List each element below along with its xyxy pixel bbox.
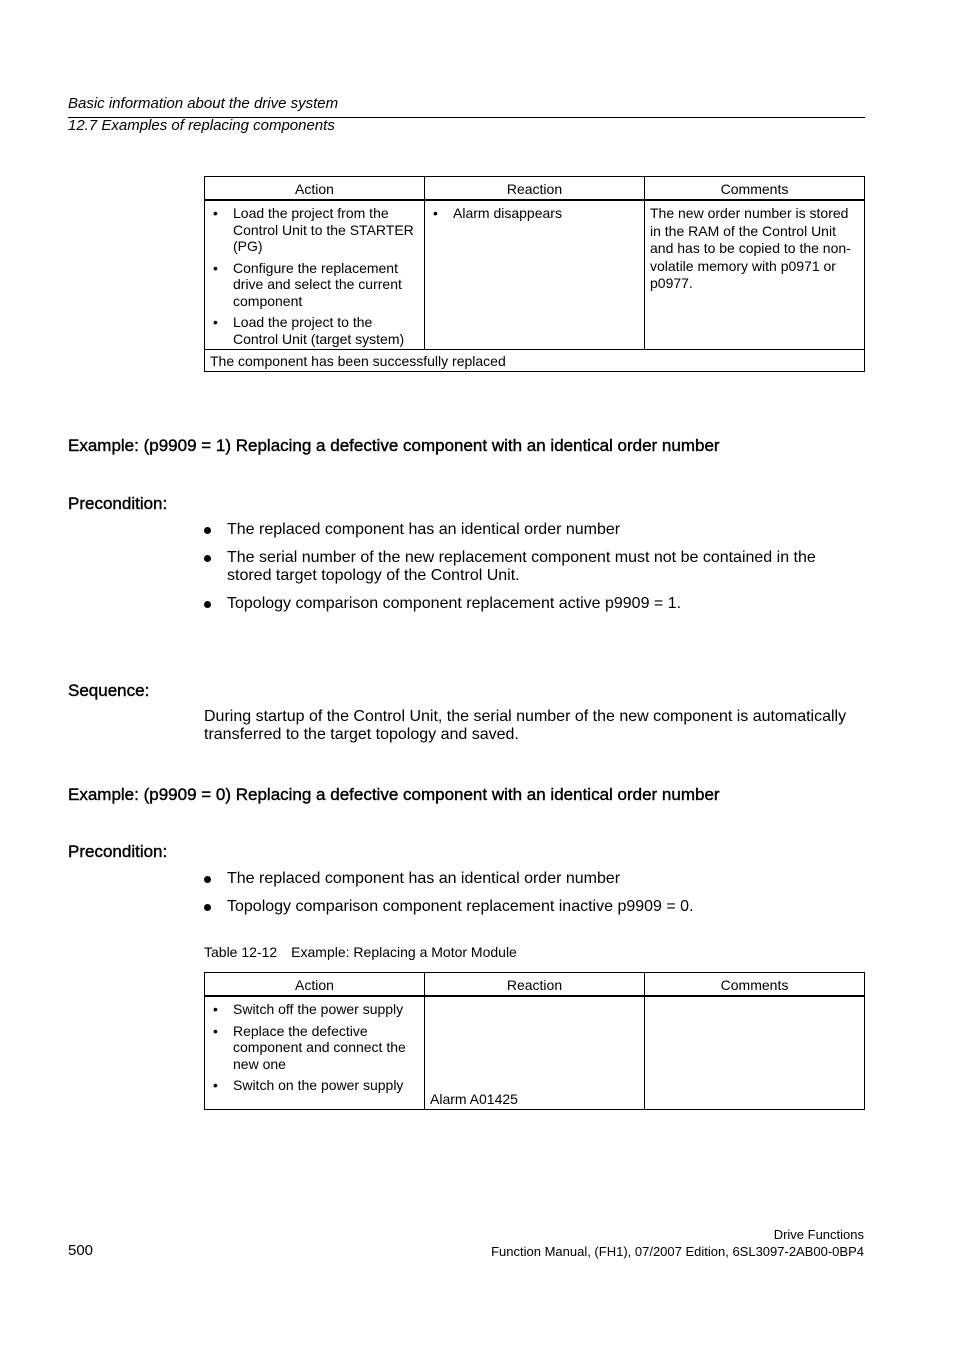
- list-item: • Switch off the power supply: [213, 1001, 404, 1017]
- list-item: • Load the project to the Control Unit (target system): [213, 314, 405, 347]
- column-header-reaction: Reaction: [425, 177, 645, 201]
- reaction-cell: [425, 996, 645, 1109]
- precondition-label: Precondition:: [68, 494, 168, 513]
- list-item: • Alarm disappears: [433, 205, 562, 221]
- sequence-paragraph: During startup of the Control Unit, the serial number of the new component is automatically transferred to the target topology and saved.: [204, 708, 847, 743]
- footer-doc-title: Drive Functions: [773, 1227, 864, 1242]
- action-item-text: Replace the defective component and connect the new one: [233, 1022, 406, 1072]
- table-row: [205, 350, 865, 372]
- bullet-icon: [204, 904, 211, 911]
- precondition-list: [204, 870, 854, 926]
- summary-cell: The component has been successfully replaced: [205, 350, 865, 372]
- page-number: 500: [68, 1242, 94, 1259]
- replacement-table-continued: [204, 176, 865, 372]
- action-item-text: Load the project from the Control Unit to the STARTER (PG): [233, 205, 414, 254]
- reaction-text: Alarm A01425: [430, 1091, 518, 1107]
- comments-cell: The new order number is stored in the RAM of the Control Unit and has to be copied to the non-volatile memory with p0971 or p0977.: [645, 200, 865, 350]
- list-item: • Switch on the power supply: [213, 1077, 404, 1093]
- action-item-text: Switch on the power supply: [233, 1077, 404, 1093]
- precondition-list: [204, 521, 854, 623]
- section-heading-p9909-1: Example: (p9909 = 1) Replacing a defective component with an identical order number: [68, 436, 720, 455]
- action-item-text: Switch off the power supply: [233, 1001, 404, 1017]
- running-header-section: 12.7 Examples of replacing components: [68, 117, 335, 134]
- bullet-icon: [204, 527, 211, 534]
- table-caption: [204, 944, 517, 960]
- list-item: Topology comparison component replacement active p9909 = 1.: [204, 595, 854, 613]
- sequence-label: Sequence:: [68, 681, 150, 700]
- list-item: The replaced component has an identical order number: [204, 521, 854, 539]
- table-caption-title: Example: Replacing a Motor Module: [291, 944, 517, 960]
- bullet-icon: [204, 876, 211, 883]
- column-header-action: Action: [205, 177, 425, 201]
- section-heading-p9909-0: Example: (p9909 = 0) Replacing a defective component with an identical order number: [68, 785, 720, 804]
- running-header-chapter: Basic information about the drive system: [68, 95, 339, 112]
- column-header-reaction: Reaction: [425, 973, 645, 997]
- header-rule: [68, 117, 865, 118]
- list-item: The serial number of the new replacement component must not be contained in the stored target topology of the Control Unit.: [204, 549, 854, 585]
- column-header-comments: Comments: [645, 973, 865, 997]
- bullet-icon: [204, 601, 211, 608]
- footer-doc-info: Function Manual, (FH1), 07/2007 Edition, 6SL3097-2AB00-0BP4: [491, 1244, 864, 1259]
- table-caption-number: Table 12-12: [204, 944, 278, 960]
- motor-module-replacement-table: [204, 972, 865, 1110]
- table-row: [205, 200, 865, 350]
- column-header-action: Action: [205, 973, 425, 997]
- reaction-item-text: Alarm disappears: [453, 205, 562, 221]
- action-item-text: Configure the replacement drive and select the current component: [233, 259, 402, 309]
- bullet-icon: [204, 555, 211, 562]
- list-item: Topology comparison component replacement inactive p9909 = 0.: [204, 898, 854, 916]
- list-item: • Configure the replacement drive and select the current component: [213, 259, 402, 309]
- list-item: The replaced component has an identical order number: [204, 870, 854, 888]
- action-item-text: Load the project to the Control Unit (target system): [233, 314, 405, 347]
- column-header-comments: Comments: [645, 177, 865, 201]
- list-item: • Load the project from the Control Unit to the STARTER (PG): [213, 205, 414, 254]
- list-item: • Replace the defective component and connect the new one: [213, 1022, 406, 1072]
- action-cell: [205, 996, 425, 1109]
- table-row: [205, 996, 865, 1109]
- comments-cell: [645, 996, 865, 1109]
- action-cell: [205, 200, 425, 350]
- precondition-label: Precondition:: [68, 842, 168, 861]
- reaction-cell: [425, 200, 645, 350]
